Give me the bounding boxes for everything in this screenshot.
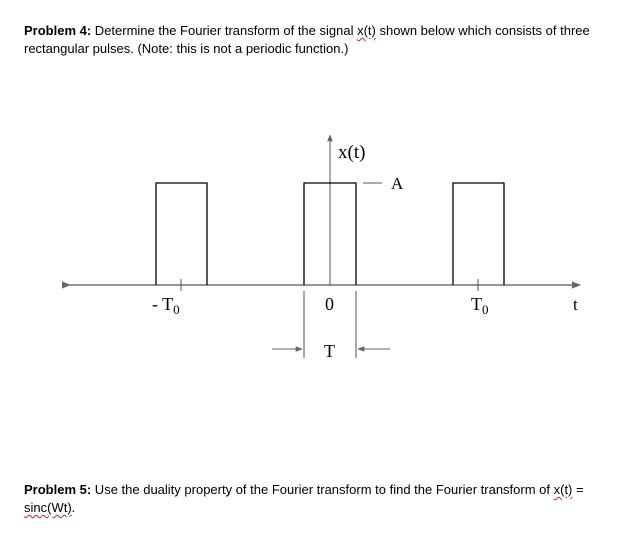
problem-5-text-before: Use the duality property of the Fourier transform to find the Fourier transform of (91, 482, 554, 497)
right-pulse (453, 183, 504, 285)
left-pulse (156, 183, 207, 285)
tick-label-pos: $T_0$ (471, 294, 489, 317)
problem-5-end: . (71, 500, 76, 515)
problem-4-signal: x(t) (357, 23, 376, 38)
tick-label-zero: 0 (325, 294, 334, 314)
problem-4-text-before: Determine the Fourier transform of the signal (91, 23, 358, 38)
problem-4-label: Problem 4: (24, 23, 92, 38)
width-label: T (324, 341, 335, 361)
problem-5-function: sinc(Wt) (24, 500, 72, 515)
problem-4-text-after: shown below which consists of three rectangular pulses. (Note: this is not a periodic function.) (24, 23, 590, 56)
problem-5-signal: x(t) (553, 482, 573, 497)
problem-5 (24, 481, 624, 517)
signal-label: x(t) (338, 142, 366, 163)
tick-label-neg: - $T_0$ (152, 294, 180, 317)
amplitude-label: A (391, 174, 404, 193)
problem-5-label: Problem 5: (24, 482, 92, 497)
axis-label-t: t (573, 295, 578, 314)
problem-5-equals: = (572, 482, 584, 497)
